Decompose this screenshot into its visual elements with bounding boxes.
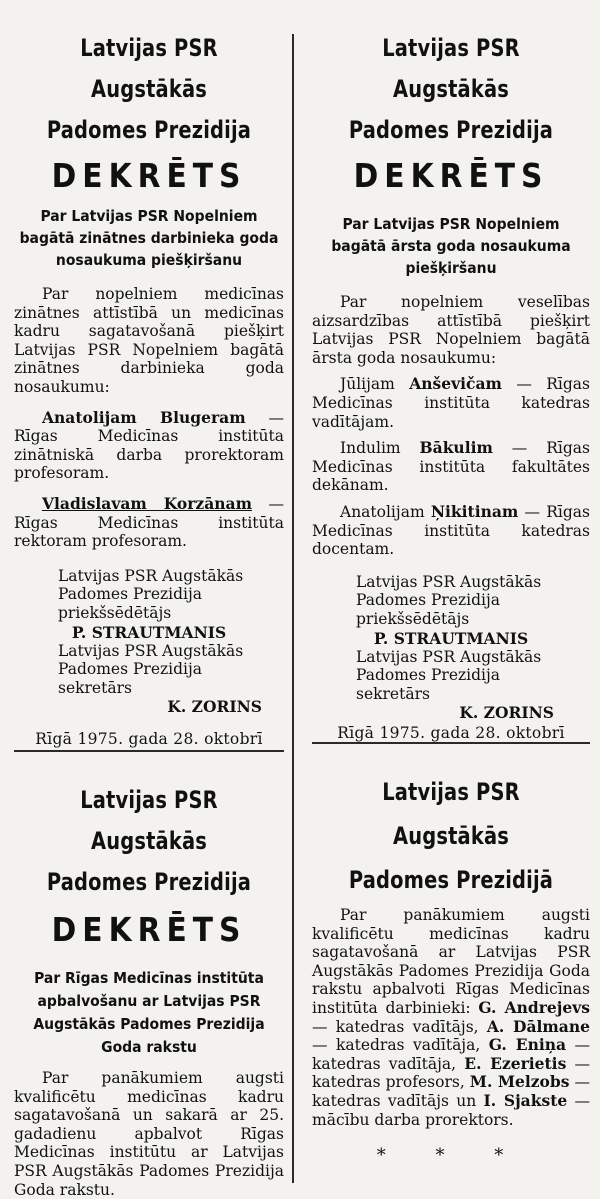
recipient-first-name: Indulim xyxy=(340,439,420,458)
decree-issuer-line2: Padomes Prezidija xyxy=(46,868,252,896)
decree-subject: Par Latvijas PSR Nopelniem bagātā zinātnes darbinieka goda nosaukuma piešķiršanu xyxy=(19,207,279,269)
decree-issuer-line2: Padomes Prezidija xyxy=(348,116,554,144)
recipient-entry xyxy=(312,503,590,559)
awardee-name: M. Melzobs xyxy=(469,1072,570,1092)
decree-issuer-line1: Latvijas PSR Augstākās xyxy=(80,786,218,855)
decree-intro: Par nopelniem medicīnas zinātnes attīstībā un medicīnas kadru sagatavošanā piešķirt Latvijas PSR Nopelniem bagātā zinātnes darbinieka goda nosaukumu: xyxy=(14,285,284,396)
awardee-name: E. Ezerietis xyxy=(464,1053,567,1073)
signature-chairman-name: P. STRAUTMANIS xyxy=(373,628,529,648)
notice-text-part: Par panākumiem augsti kvalificētu medicīnas kadru sagatavošanā ar Latvijas PSR Augstākās Padomes Prezidija Goda rakstu apbalvoti Rīgas Medicīnas institūta darbinieki: xyxy=(312,906,590,1017)
awardee-name: A. Dālmane xyxy=(486,1016,590,1036)
signature-chairman-role: Latvijas PSR Augstākās Padomes Prezidija priekšsēdētājs xyxy=(356,572,542,628)
decree-intro: Par nopelniem veselības aizsardzības attīstībā piešķirt Latvijas PSR Nopelniem bagātā ārsta goda nosaukumu: xyxy=(312,293,590,367)
recipient-first-name: Jūlijam xyxy=(340,375,410,394)
awardee-position: — katedras vadītājs un xyxy=(312,1073,590,1110)
section-stars: * * * xyxy=(376,1145,526,1167)
awardee-name: I. Sjakste xyxy=(483,1090,568,1110)
decree-body xyxy=(312,293,590,559)
decree-title: DEKRĒTS xyxy=(51,156,247,195)
decree-subject: Par Rīgas Medicīnas institūta apbalvošanu ar Latvijas PSR Augstākās Padomes Prezidija Goda rakstu xyxy=(33,969,265,1056)
presidium-notice xyxy=(312,770,590,1166)
section-divider-left xyxy=(14,750,284,752)
recipient-entry xyxy=(14,409,284,483)
decree-title: DEKRĒTS xyxy=(353,156,549,195)
awardee-position: — katedras vadītāja, xyxy=(312,1036,489,1055)
recipient-position: — Rīgas Medicīnas institūta katedras docentam. xyxy=(312,502,590,559)
notice-issuer-line2: Padomes Prezidijā xyxy=(348,866,554,894)
decree-date: Rīgā 1975. gada 28. oktobrī xyxy=(337,724,565,743)
decree-body xyxy=(14,1069,284,1199)
recipient-position: — Rīgas Medicīnas institūta rektoram profesoram. xyxy=(14,494,284,551)
awardee-position: — katedras vadītāja, xyxy=(312,1036,590,1073)
signature-chairman-name: P. STRAUTMANIS xyxy=(71,622,227,642)
recipient-entry xyxy=(312,375,590,431)
recipient-name: Ņikitinam xyxy=(430,501,519,521)
signature-secretary-role: Latvijas PSR Augstākās Padomes Prezidija sekretārs xyxy=(356,647,542,703)
recipient-name: Bākulim xyxy=(419,438,493,458)
decree-institute-award xyxy=(14,780,284,1199)
recipient-position: — Rīgas Medicīnas institūta zinātniskā darba prorektoram profesoram. xyxy=(14,408,284,483)
awardee-position: — mācību darba prorektors. xyxy=(312,1091,590,1129)
notice-text xyxy=(312,906,590,1129)
recipient-name: Anševičam xyxy=(409,374,502,394)
decree-scientist xyxy=(14,28,284,749)
decree-issuer-line1: Latvijas PSR Augstākās xyxy=(80,34,218,103)
signature-secretary-name: K. ZORINS xyxy=(459,703,554,723)
signature-chairman-role: Latvijas PSR Augstākās Padomes Prezidija priekšsēdētājs xyxy=(58,566,244,622)
recipient-name: Vladislavam Korzānam xyxy=(42,493,252,513)
recipient-first-name: Anatolijam xyxy=(340,502,431,521)
decree-doctor xyxy=(312,28,590,743)
awardee-name: G. Andrejevs xyxy=(478,997,590,1017)
decree-body xyxy=(14,285,284,551)
recipient-entry xyxy=(312,439,590,495)
recipient-entry xyxy=(14,495,284,551)
signature-secretary-name: K. ZORINS xyxy=(167,697,262,717)
awardee-position: — katedras profesors, xyxy=(312,1054,590,1092)
recipient-position: — Rīgas Medicīnas institūta fakultātes dekānam. xyxy=(312,439,590,495)
awardee-position: — katedras vadītājs, xyxy=(312,1017,487,1036)
decree-text: Par panākumiem augsti kvalificētu medicīnas kadru sagatavošanā un sakarā ar 25. gadadienu apbalvot Rīgas Medicīnas institūtu ar Latvijas PSR Augstākās Padomes Prezidija Goda rakstu. xyxy=(14,1069,284,1199)
recipient-position: — Rīgas Medicīnas institūta katedras vadītājam. xyxy=(312,375,590,431)
decree-title: DEKRĒTS xyxy=(51,910,247,949)
awardee-name: G. Eniņa xyxy=(488,1035,567,1055)
column-divider xyxy=(292,34,294,1183)
decree-date: Rīgā 1975. gada 28. oktobrī xyxy=(35,730,263,749)
notice-issuer-line1: Latvijas PSR Augstākās xyxy=(382,778,520,850)
signature-secretary-role: Latvijas PSR Augstākās Padomes Prezidija sekretārs xyxy=(58,641,244,697)
recipient-name: Anatolijam Blugeram xyxy=(42,407,246,427)
decree-issuer-line1: Latvijas PSR Augstākās xyxy=(382,34,520,103)
decree-subject: Par Latvijas PSR Nopelniem bagātā ārsta goda nosaukuma piešķiršanu xyxy=(331,215,571,277)
decree-issuer-line2: Padomes Prezidija xyxy=(46,116,252,144)
notice-body xyxy=(312,906,590,1129)
